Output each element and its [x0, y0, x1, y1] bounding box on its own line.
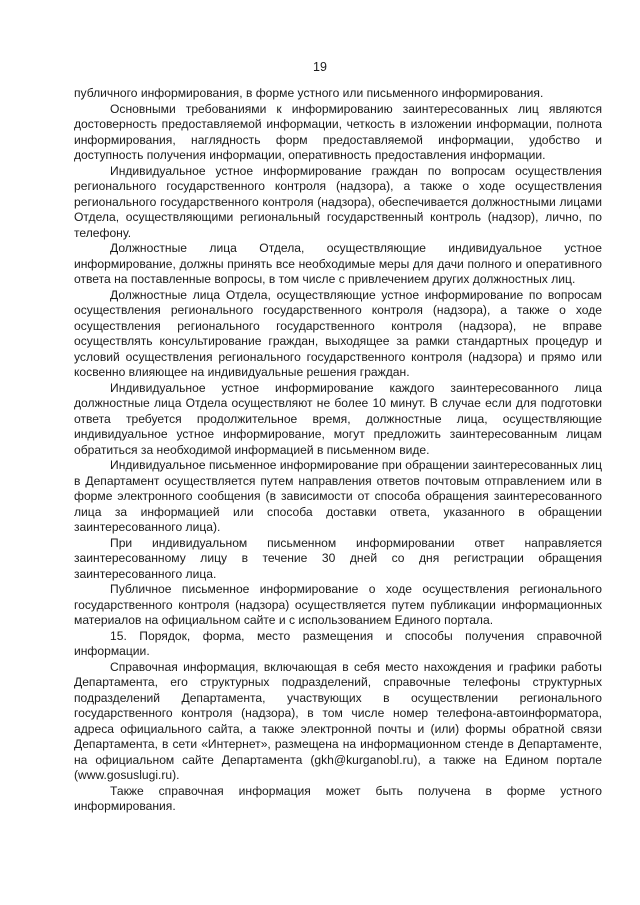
paragraph-section-15-heading: 15. Порядок, форма, место размещения и способы получения справочной информации.	[74, 628, 602, 658]
page-number: 19	[313, 60, 327, 74]
paragraph-written-individual: Индивидуальное письменное информирование при обращении заинтересованных лиц в Департамент осуществляется путем направления ответов почтовым отправлением или в форме электронного сообщения (в зависимости от способа обращения заинтересованного лица за информацией или способа доставки ответа, указанного в обращении заинтересованного лица).	[74, 458, 602, 534]
paragraph-reference-info: Справочная информация, включающая в себя место нахождения и графики работы Департамента, его структурных подразделений, справочные телефоны структурных подразделений Департамента, участвующих в осуществлении регионального государственного контроля (надзора), в том числе номер телефона-автоинформатора, адреса официального сайта, а также электронной почты и (или) формы обратной связи Департамента, в сети «Интернет», размещена на информационном стенде в Департаменте, на официальном сайте Департамента (gkh@kurganobl.ru), а также на Едином портале (www.gosuslugi.ru).	[74, 659, 602, 782]
paragraph-officials-restrictions: Должностные лица Отдела, осуществляющие устное информирование по вопросам осуществления регионального государственного контроля (надзора), а также о ходе осуществления регионального государственного контроля (надзора), не вправе осуществлять консультирование граждан, выходящее за рамки стандартных процедур и условий осуществления регионального государственного контроля (надзора) и прямо или косвенно влияющее на индивидуальные решения граждан.	[74, 287, 602, 379]
paragraph-requirements: Основными требованиями к информированию заинтересованных лиц являются достоверность предоставляемой информации, четкость в изложении информации, полнота информирования, наглядность форм предоставляемой информации, удобство и доступность получения информации, оперативность предоставления информации.	[74, 101, 602, 162]
paragraph-reference-oral: Также справочная информация может быть получена в форме устного информирования.	[74, 783, 602, 813]
paragraph-public-written: Публичное письменное информирование о ходе осуществления регионального государственного контроля (надзора) осуществляется путем публикации информационных материалов на официальном сайте и с использованием Единого портала.	[74, 582, 602, 627]
paragraph-written-deadline: При индивидуальном письменном информировании ответ направляется заинтересованному лицу в течение 30 дней со дня регистрации обращения заинтересованного лица.	[74, 535, 602, 581]
document-body	[74, 86, 602, 815]
paragraph-oral-individual: Индивидуальное устное информирование граждан по вопросам осуществления регионального государственного контроля (надзора), а также о ходе осуществления регионального государственного контроля (надзора), обеспечивается должностными лицами Отдела, осуществляющими региональный государственный контроль (надзор), лично, по телефону.	[74, 163, 602, 240]
paragraph-continuation: публичного информирования, в форме устного или письменного информирования.	[74, 86, 544, 100]
paragraph-officials-measures: Должностные лица Отдела, осуществляющие индивидуальное устное информирование, должны принять все необходимые меры для дачи полного и оперативного ответа на поставленные вопросы, в том числе с привлечением других должностных лиц.	[74, 241, 602, 286]
paragraph-oral-duration: Индивидуальное устное информирование каждого заинтересованного лица должностные лица Отдела осуществляют не более 10 минут. В случае если для подготовки ответа требуется продолжительное время, должностные лица, осуществляющие индивидуальное устное информирование, могут предложить заинтересованным лицам обратиться за необходимой информацией в письменном виде.	[74, 380, 602, 457]
